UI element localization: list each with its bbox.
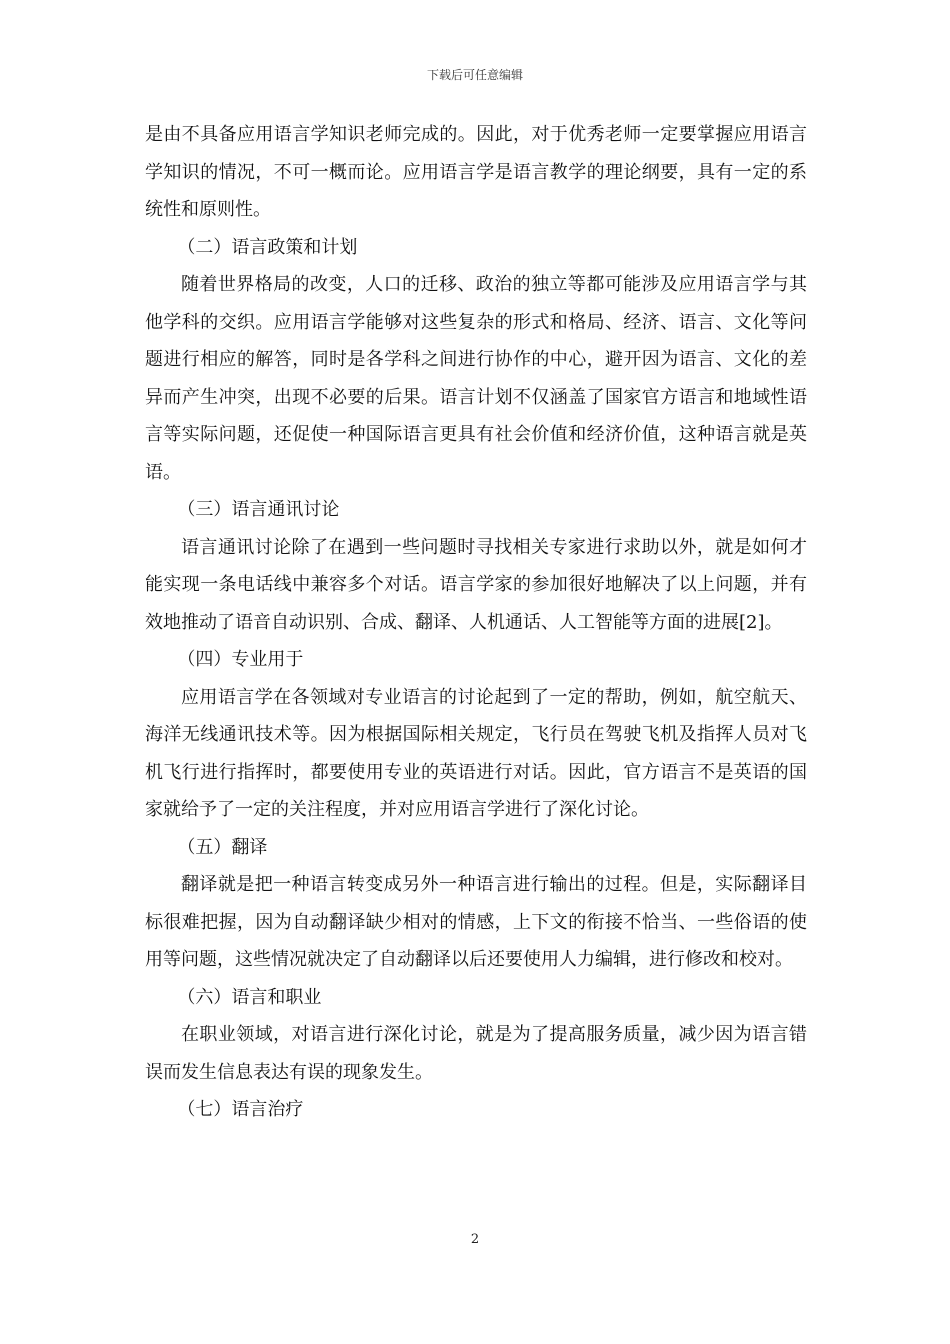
paragraph-communication: 语言通讯讨论除了在遇到一些问题时寻找相关专家进行求助以外，就是如何才能实现一条电话线中兼容多个对话。语言学家的参加很好地解决了以上问题，并有效地推动了语音自动识别、合成、翻译、人机通话、人工智能等方面的进展[2]。 <box>145 536 807 633</box>
section-heading-5: （五）翻译 <box>177 836 268 858</box>
paragraph-occupation: 在职业领域，对语言进行深化讨论，就是为了提高服务质量，减少因为语言错误而发生信息表达有误的现象发生。 <box>145 1024 807 1083</box>
page-header: 下载后可任意编辑 <box>426 68 523 82</box>
page-number: 2 <box>470 1232 480 1247</box>
section-heading-4: （四）专业用于 <box>177 649 304 670</box>
paragraph-continued: 是由不具备应用语言学知识老师完成的。因此，对于优秀老师一定要掌握应用语言学知识的情况，不可一概而论。应用语言学是语言教学的理论纲要，具有一定的系统性和原则性。 <box>145 124 807 220</box>
section-heading-2: （二）语言政策和计划 <box>177 236 358 258</box>
section-heading-3: （三）语言通讯讨论 <box>177 499 340 520</box>
paragraph-translation: 翻译就是把一种语言转变成另外一种语言进行输出的过程。但是，实际翻译目标很难把握，因为自动翻译缺少相对的情感，上下文的衔接不恰当、一些俗语的使用等问题，这些情况就决定了自动翻译以后还要使用人力编辑，进行修改和校对。 <box>145 874 807 970</box>
section-heading-6: （六）语言和职业 <box>177 986 322 1008</box>
document-body <box>145 116 807 1129</box>
section-heading-7: （七）语言治疗 <box>177 1099 304 1120</box>
paragraph-professional: 应用语言学在各领域对专业语言的讨论起到了一定的帮助，例如，航空航天、海洋无线通讯技术等。因为根据国际相关规定，飞行员在驾驶飞机及指挥人员对飞机飞行进行指挥时，都要使用专业的英语进行对话。因此，官方语言不是英语的国家就给予了一定的关注程度，并对应用语言学进行了深化讨论。 <box>145 686 807 820</box>
paragraph-language-policy: 随着世界格局的改变，人口的迁移、政治的独立等都可能涉及应用语言学与其他学科的交织。应用语言学能够对这些复杂的形式和格局、经济、语言、文化等问题进行相应的解答，同时是各学科之间进行协作的中心，避开因为语言、文化的差异而产生冲突，出现不必要的后果。语言计划不仅涵盖了国家官方语言和地域性语言等实际问题，还促使一种国际语言更具有社会价值和经济价值，这种语言就是英语。 <box>145 274 807 483</box>
